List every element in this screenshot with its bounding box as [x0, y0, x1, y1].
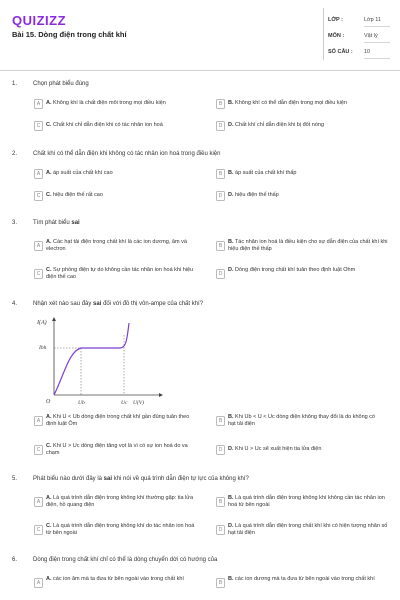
- iv-curve: [54, 323, 129, 395]
- option-text: C. Chất khí chỉ dẫn điện khi có tác nhân ion hoá: [46, 122, 163, 128]
- option-c[interactable]: [34, 121, 204, 134]
- meta-count-value: 10: [364, 49, 371, 55]
- x-axis-arrow: [159, 393, 163, 397]
- option-text: D. Chất khí chỉ dẫn điện khi bị đốt nóng: [228, 122, 325, 128]
- option-text: D. hiệu điện thế thấp: [228, 192, 279, 198]
- option-a[interactable]: [34, 169, 204, 182]
- option-text: B. Là quá trình dẫn điện trong không khí không cần tác nhân ion hoá từ bên ngoài: [228, 495, 385, 508]
- option-letter: C: [34, 445, 43, 455]
- option-text: D. Khi U > Uc sẽ xuất hiện tia lửa điện: [228, 446, 322, 452]
- option-d[interactable]: [216, 445, 391, 458]
- question-number: 5.: [12, 476, 18, 482]
- y-axis-label: I(A): [37, 320, 47, 326]
- option-letter: B: [216, 169, 225, 179]
- option-letter: A: [34, 241, 43, 251]
- option-letter: D: [216, 269, 225, 279]
- meta-class-label: LỚP :: [328, 17, 343, 23]
- meta-subject-value: Vật lý: [364, 33, 378, 39]
- option-letter: A: [34, 578, 43, 588]
- y-axis-arrow: [52, 317, 56, 321]
- meta-underline: [364, 42, 390, 43]
- option-letter: D: [216, 121, 225, 131]
- option-b[interactable]: [216, 413, 391, 426]
- meta-underline: [364, 58, 390, 59]
- option-letter: B: [216, 99, 225, 109]
- option-a[interactable]: [34, 494, 204, 507]
- option-text: A. áp suất của chất khí cao: [46, 170, 113, 176]
- header-divider: [323, 8, 324, 60]
- option-letter: C: [34, 121, 43, 131]
- option-b[interactable]: [216, 494, 391, 507]
- option-text: B. áp suất của chất khí thấp: [228, 170, 297, 176]
- quizizz-logo: QUIZIZZ: [12, 13, 67, 28]
- question-number: 4.: [12, 301, 18, 307]
- meta-count: [328, 45, 392, 59]
- option-c[interactable]: [34, 442, 204, 455]
- option-text: B. Khi Ub < U < Uc dòng điện không thay đổi là do không có hạt tải điện: [228, 414, 376, 427]
- option-letter: A: [34, 416, 43, 426]
- option-letter: A: [34, 99, 43, 109]
- meta-subject-label: MÔN :: [328, 33, 345, 39]
- option-letter: B: [216, 241, 225, 251]
- voltampere-graph: [34, 315, 164, 407]
- option-d[interactable]: [216, 266, 391, 279]
- page-title: Bài 15. Dòng điện trong chất khí: [12, 30, 127, 39]
- option-text: D. Dòng điện trong chất khí tuân theo định luật Ohm: [228, 267, 356, 273]
- option-b[interactable]: [216, 238, 391, 251]
- question-text: Chất khí có thể dẫn điện khi không có tác nhân ion hoá trong điều kiện: [33, 151, 221, 157]
- option-letter: C: [34, 525, 43, 535]
- option-a[interactable]: [34, 99, 204, 112]
- option-a[interactable]: [34, 413, 204, 426]
- meta-class: [328, 13, 392, 27]
- option-text: B. Tác nhân ion hoá là điều kiện cho sự dẫn điện của chất khí khi hiệu điện thế thấp: [228, 239, 388, 252]
- question-number: 1.: [12, 81, 18, 87]
- option-letter: D: [216, 191, 225, 201]
- option-letter: B: [216, 497, 225, 507]
- header-title-area: [0, 0, 323, 70]
- question-number: 2.: [12, 151, 18, 157]
- question-number: 6.: [12, 557, 18, 563]
- option-a[interactable]: [34, 575, 204, 588]
- option-b[interactable]: [216, 169, 391, 182]
- option-text: A. Là quá trình dẫn điện trong không khí thường gặp: tia lửa điện, hồ quang điện: [46, 495, 194, 508]
- option-c[interactable]: [34, 266, 204, 279]
- option-b[interactable]: [216, 575, 391, 588]
- option-text: C. Là quá trình dẫn điện trong không khí do tác nhân ion hoá từ bên ngoài: [46, 523, 195, 536]
- ub-label: Ub: [78, 400, 85, 406]
- option-letter: A: [34, 497, 43, 507]
- option-text: D. Là quá trình dẫn điện trong chất khí khi có hiện tượng nhân số hạt tải điện: [228, 523, 388, 536]
- question-text: Chọn phát biểu đúng: [33, 81, 89, 87]
- origin-label: O: [46, 399, 51, 405]
- option-text: B. Không khí có thể dẫn điện trong mọi điều kiện: [228, 100, 347, 106]
- uc-label: Uc: [121, 400, 128, 406]
- option-letter: B: [216, 578, 225, 588]
- option-letter: C: [34, 191, 43, 201]
- meta-underline: [364, 26, 390, 27]
- option-a[interactable]: [34, 238, 204, 251]
- option-text: C. Sự phóng điện tự do không cần tác nhân ion hoá khi hiệu điện thế cao: [46, 267, 194, 280]
- option-c[interactable]: [34, 522, 204, 535]
- option-d[interactable]: [216, 522, 391, 535]
- saturation-current-label: Ibh: [39, 345, 47, 351]
- option-d[interactable]: [216, 191, 391, 204]
- option-text: C. Khi U > Uc dòng điện tăng vọt là vì có sự ion hoá do va chạm: [46, 443, 188, 456]
- worksheet-header: [0, 0, 400, 70]
- option-d[interactable]: [216, 121, 391, 134]
- question-text: Dòng điện trong chất khí chỉ có thể là dòng chuyển dời có hướng của: [33, 557, 218, 563]
- option-text: C. hiệu điện thế rất cao: [46, 192, 103, 198]
- x-axis-label: U(V): [133, 400, 144, 406]
- question-text: Nhận xét nào sau đây sai đối với đồ thị vôn-ampe của chất khí?: [33, 301, 204, 307]
- option-letter: B: [216, 416, 225, 426]
- option-c[interactable]: [34, 191, 204, 204]
- header-separator: [0, 70, 400, 71]
- meta-class-value: Lớp 11: [364, 17, 381, 23]
- question-text: Phát biểu nào dưới đây là sai khi nói về quá trình dẫn điện tự lực của không khí?: [33, 476, 249, 482]
- option-letter: A: [34, 169, 43, 179]
- option-letter: C: [34, 269, 43, 279]
- option-text: A. các ion âm mà ta đưa từ bên ngoài vào trong chất khí: [46, 576, 184, 582]
- meta-subject: [328, 29, 392, 43]
- question-text: Tìm phát biểu sai: [33, 220, 80, 226]
- meta-count-label: SỐ CÂU :: [328, 49, 353, 55]
- option-text: B. các ion dương mà ta đưa từ bên ngoài vào trong chất khí: [228, 576, 375, 582]
- option-text: A. Không khí là chất điện môi trong mọi điều kiện: [46, 100, 166, 106]
- option-text: A. Khi U < Ub dòng điện trong chất khí gần đúng tuân theo định luật Ôm: [46, 414, 190, 427]
- option-letter: D: [216, 525, 225, 535]
- option-text: A. Các hạt tải điện trong chất khí là các ion dương, âm và electron: [46, 239, 187, 252]
- option-b[interactable]: [216, 99, 391, 112]
- option-letter: D: [216, 445, 225, 455]
- question-number: 3.: [12, 220, 18, 226]
